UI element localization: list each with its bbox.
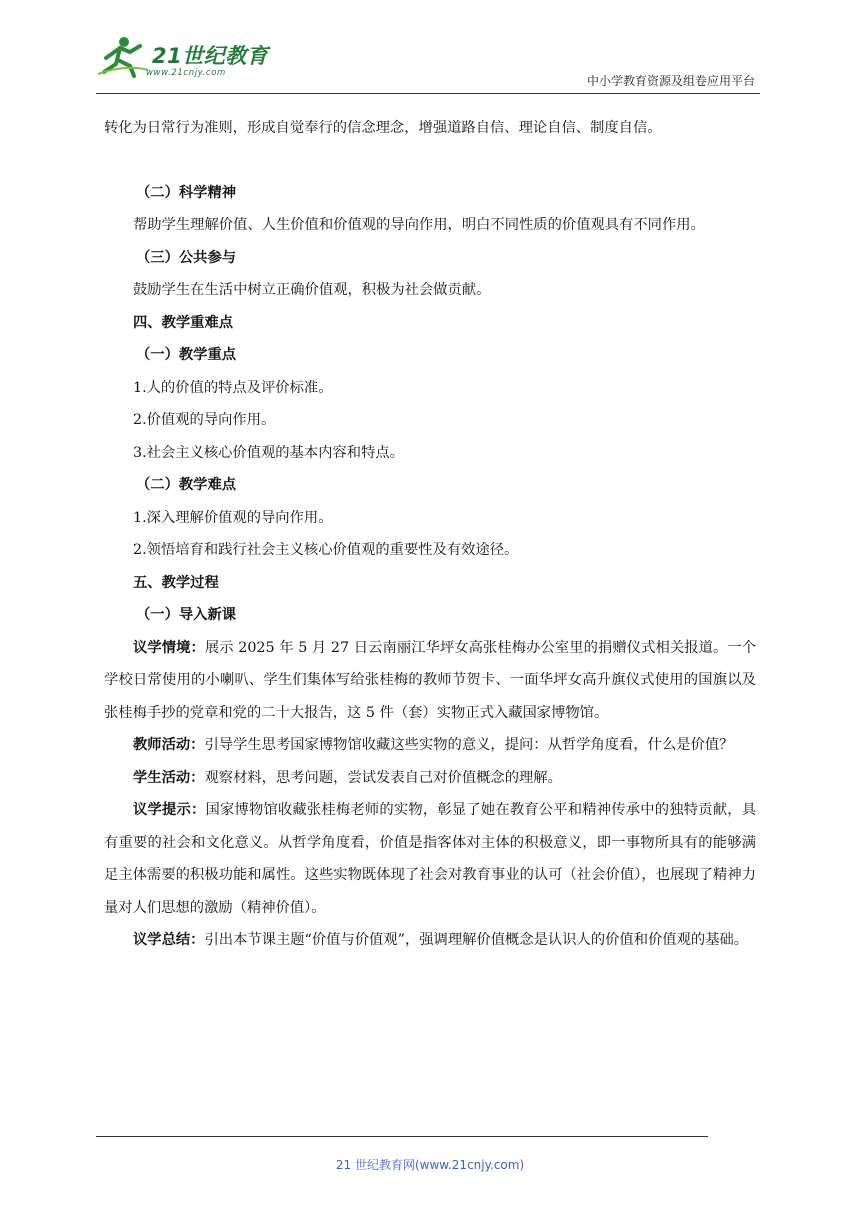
paragraph-public-participation: 鼓励学生在生活中树立正确价值观，积极为社会做贡献。 — [133, 282, 491, 298]
footer-divider — [96, 1136, 708, 1137]
paragraph-situation — [104, 632, 756, 730]
student-label: 学生活动： — [133, 769, 205, 786]
heading-key-points: （一）教学重点 — [136, 347, 237, 363]
heading-key-difficult-points: 四、教学重难点 — [133, 314, 234, 331]
logo-url: www.21cnjy.com — [146, 68, 226, 78]
summary-label: 议学总结： — [133, 932, 205, 948]
situation-text: 展示 2025 年 5 月 27 日云南丽江华坪女高张桂梅办公室里的捐赠仪式相关报道。一个学校日常使用的小喇叭、学生们集体写给张桂梅的教师节贺卡、一面华坪女高升旗仪式使用的国旗以及张桂梅手抄的党章和党的二十大报告，这 5 件（套）实物正式入藏国家博物馆。 — [104, 639, 757, 721]
difficult-point-item: 1.深入理解价值观的导向作用。 — [133, 509, 333, 526]
logo-text: 21世纪教育 — [152, 44, 269, 68]
summary-text: 引出本节课主题“价值与价值观”，强调理解价值概念是认识人的价值和价值观的基础。 — [204, 932, 749, 948]
key-point-item: 2.价值观的导向作用。 — [133, 412, 276, 428]
paragraph-tip — [104, 794, 756, 924]
key-point-item: 1.人的价值的特点及评价标准。 — [133, 379, 333, 396]
heading-difficult-points: （二）教学难点 — [136, 477, 237, 493]
heading-introduction: （一）导入新课 — [136, 607, 237, 623]
footer-link[interactable]: 21 世纪教育网(www.21cnjy.com) — [335, 1158, 525, 1172]
document-body — [104, 112, 756, 957]
paragraph-student-activity — [104, 762, 756, 795]
situation-label: 议学情境： — [133, 639, 205, 656]
tip-label: 议学提示： — [133, 802, 206, 818]
paragraph-continued: 转化为日常行为准则，形成自觉奉行的信念理念，增强道路自信、理论自信、制度自信。 — [104, 120, 662, 136]
heading-science-spirit: （二）科学精神 — [136, 184, 237, 201]
paragraph-teacher-activity — [104, 729, 756, 762]
tip-text: 国家博物馆收藏张桂梅老师的实物，彰显了她在教育公平和精神传承中的独特贡献，具有重要的社会和文化意义。从哲学角度看，价值是指客体对主体的积极意义，即一事物所具有的能够满足主体需要的积极功能和属性。这些实物既体现了社会对教育事业的认可（社会价值），也展现了精神力量对人们思想的激励（精神价值）。 — [104, 802, 757, 916]
header-divider — [96, 93, 760, 94]
key-point-item: 3.社会主义核心价值观的基本内容和特点。 — [133, 444, 404, 461]
teacher-label: 教师活动： — [133, 737, 205, 753]
student-text: 观察材料，思考问题，尝试发表自己对价值概念的理解。 — [204, 769, 562, 786]
platform-name: 中小学教育资源及组卷应用平台 — [586, 74, 755, 88]
paragraph-summary — [104, 924, 756, 957]
paragraph-science-spirit: 帮助学生理解价值、人生价值和价值观的导向作用，明白不同性质的价值观具有不同作用。 — [133, 217, 705, 233]
difficult-point-item: 2.领悟培育和践行社会主义核心价值观的重要性及有效途径。 — [133, 542, 519, 558]
teacher-text: 引导学生思考国家博物馆收藏这些实物的意义，提问：从哲学角度看，什么是价值？ — [204, 737, 734, 753]
heading-teaching-process: 五、教学过程 — [133, 574, 219, 591]
heading-public-participation: （三）公共参与 — [136, 249, 237, 266]
